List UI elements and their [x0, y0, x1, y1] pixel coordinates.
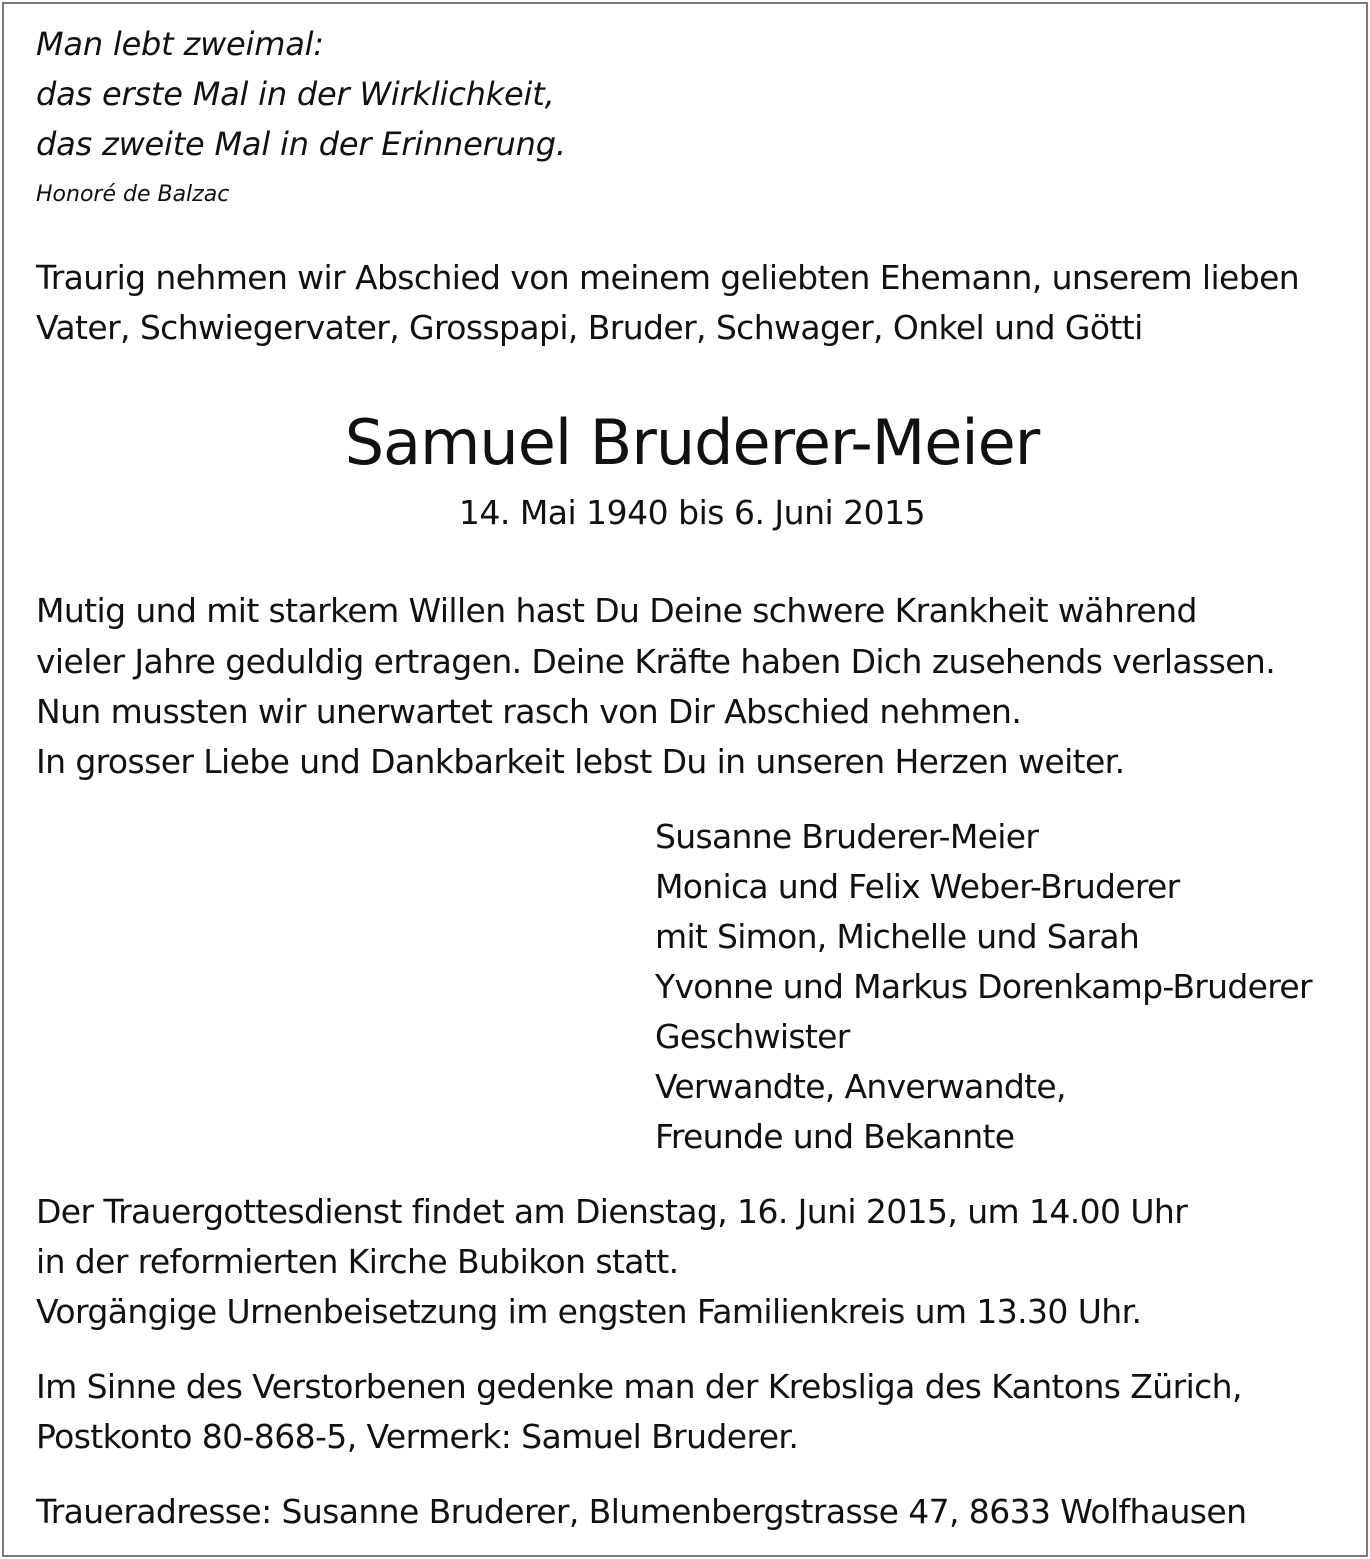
donation-line: Im Sinne des Verstorbenen gedenke man der Krebsliga des Kantons Zürich,: [36, 1367, 1242, 1406]
life-dates: 14. Mai 1940 bis 6. Juni 2015: [458, 493, 926, 532]
donation-line: Postkonto 80-868-5, Vermerk: Samuel Bruderer.: [36, 1417, 799, 1456]
quote-line: Man lebt zweimal:: [36, 25, 324, 63]
tribute-line: In grosser Liebe und Dankbarkeit lebst Du in unseren Herzen weiter.: [36, 742, 1125, 781]
mourner-line: Monica und Felix Weber-Bruderer: [655, 867, 1180, 906]
service-line: in der reformierten Kirche Bubikon statt.: [36, 1242, 679, 1281]
deceased-name: Samuel Bruderer-Meier: [344, 406, 1040, 479]
service-line: Vorgängige Urnenbeisetzung im engsten Familienkreis um 13.30 Uhr.: [36, 1292, 1142, 1331]
mourner-line: Freunde und Bekannte: [655, 1117, 1015, 1156]
quote-author: Honoré de Balzac: [36, 182, 230, 207]
mourner-line: Verwandte, Anverwandte,: [655, 1067, 1066, 1106]
tribute-line: Mutig und mit starkem Willen hast Du Deine schwere Krankheit während: [36, 591, 1197, 630]
mourner-line: Geschwister: [655, 1017, 850, 1056]
mourner-line: mit Simon, Michelle und Sarah: [655, 917, 1140, 956]
service-line: Der Trauergottesdienst findet am Dienstag, 16. Juni 2015, um 14.00 Uhr: [36, 1192, 1188, 1231]
quote-line: das zweite Mal in der Erinnerung.: [36, 125, 566, 163]
mourner-line: Yvonne und Markus Dorenkamp-Bruderer: [655, 967, 1312, 1006]
quote-line: das erste Mal in der Wirklichkeit,: [36, 75, 555, 113]
intro-line: Vater, Schwiegervater, Grosspapi, Bruder, Schwager, Onkel und Götti: [36, 308, 1143, 347]
mourner-line: Susanne Bruderer-Meier: [655, 817, 1039, 856]
tribute-line: vieler Jahre geduldig ertragen. Deine Kräfte haben Dich zusehends verlassen.: [36, 642, 1276, 681]
mourning-address: Traueradresse: Susanne Bruderer, Blumenbergstrasse 47, 8633 Wolfhausen: [36, 1492, 1247, 1531]
tribute-line: Nun mussten wir unerwartet rasch von Dir Abschied nehmen.: [36, 692, 1022, 731]
intro-line: Traurig nehmen wir Abschied von meinem geliebten Ehemann, unserem lieben: [36, 258, 1300, 297]
